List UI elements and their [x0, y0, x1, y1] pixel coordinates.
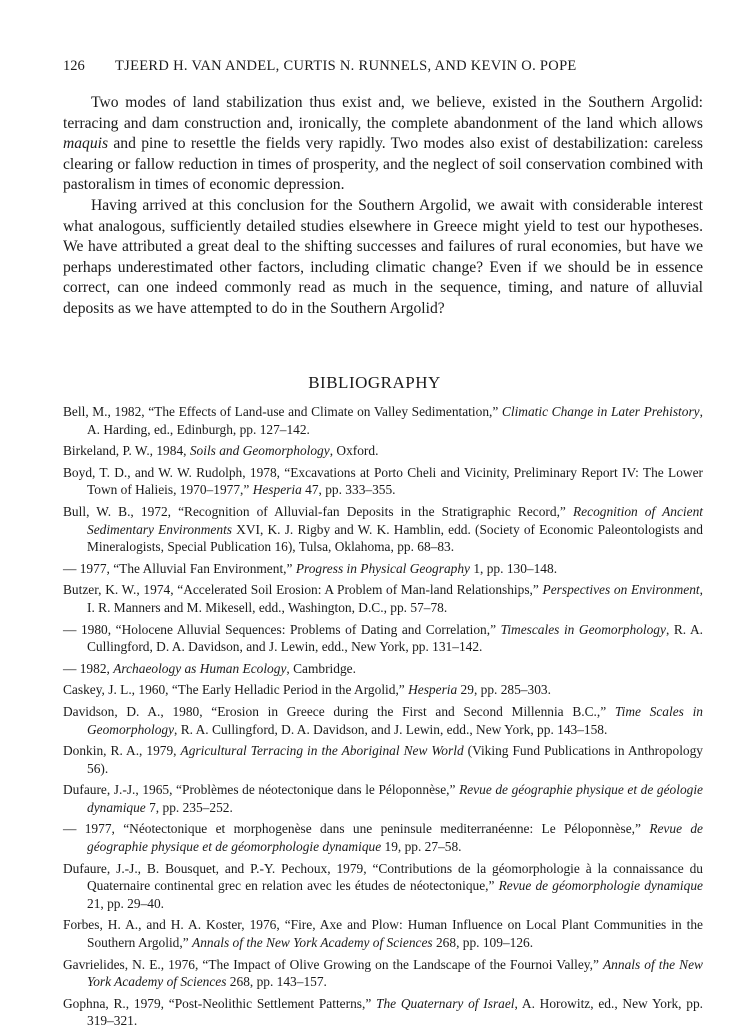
- bibliography-entry: Forbes, H. A., and H. A. Koster, 1976, “Fire, Axe and Plow: Human Influence on Local Plant Communities in the Southern Argolid,” Annals of the New York Academy of Sciences 268, pp. 109–126.: [63, 917, 703, 951]
- publication-title: Annals of the New York Academy of Sciences: [87, 956, 703, 990]
- emphasis: maquis: [63, 135, 109, 153]
- publication-title: Time Scales in Geomorphology: [87, 703, 703, 737]
- publication-title: Agricultural Terracing in the Aboriginal New World: [180, 743, 464, 759]
- paragraph: Having arrived at this conclusion for the Southern Argolid, we await with considerable interest what analogous, sufficiently detailed studies elsewhere in Greece might yield to test our hypotheses. We have attributed a great deal to the shifting successes and failures of rural economies, but have we perhaps underestimated other factors, including climatic change? Even if we should be in essence correct, can one indeed commonly read as much in the sequence, timing, and nature of alluvial deposits as we have attempted to do in the Southern Argolid?: [63, 196, 703, 317]
- page-number: 126: [63, 58, 85, 74]
- bibliography-entry: — 1977, “The Alluvial Fan Environment,” Progress in Physical Geography 1, pp. 130–148.: [63, 560, 558, 576]
- bibliography-entry: Gavrielides, N. E., 1976, “The Impact of Olive Growing on the Landscape of the Fournoi Valley,” Annals of the New York Academy of Sciences 268, pp. 143–157.: [63, 956, 703, 990]
- publication-title: Hesperia: [408, 682, 458, 698]
- body-text: [63, 93, 703, 320]
- bibliography-entry: Dufaure, J.-J., B. Bousquet, and P.-Y. Pechoux, 1979, “Contributions de la géomorphologie à la connaissance du Quaternaire continental grec en relation avec les études de néotectonique,” Revue de géomorphologie dynamique 21, pp. 29–40.: [63, 860, 703, 911]
- bibliography-entry: Bell, M., 1982, “The Effects of Land-use and Climate on Valley Sedimentation,” Climatic Change in Later Prehistory, A. Harding, ed., Edinburgh, pp. 127–142.: [63, 404, 703, 437]
- publication-title: Recognition of Ancient Sedimentary Environments: [87, 503, 703, 537]
- publication-title: Timescales in Geomorphology: [500, 621, 666, 637]
- publication-title: Annals of the New York Academy of Sciences: [192, 935, 433, 951]
- paragraph: Two modes of land stabilization thus exist and, we believe, existed in the Southern Argolid: terracing and dam construction and, ironically, the complete abandonment of the land which allows maquis and pine to resettle the fields very rapidly. Two modes also exist of destabilization: careless clearing or fallow reduction in times of prosperity, and the neglect of soil conservation combined with pastoralism in times of economic depression.: [63, 94, 703, 194]
- publication-title: Progress in Physical Geography: [295, 560, 470, 576]
- bibliography-entry: Bull, W. B., 1972, “Recognition of Alluvial-fan Deposits in the Stratigraphic Record,” Recognition of Ancient Sedimentary Environments XVI, K. J. Rigby and W. K. Hamblin, edd. (Society of Economic Paleontologists and Mineralogists, Special Publication 16), Tulsa, Oklahoma, pp. 68–83.: [63, 503, 703, 555]
- publication-title: Hesperia: [252, 482, 302, 498]
- bibliography-entry: Donkin, R. A., 1979, Agricultural Terracing in the Aboriginal New World (Viking Fund Publications in Anthropology 56).: [63, 743, 703, 776]
- bibliography-entry: Boyd, T. D., and W. W. Rudolph, 1978, “Excavations at Porto Cheli and Vicinity, Preliminary Report IV: The Lower Town of Halieis, 1970–1977,” Hesperia 47, pp. 333–355.: [63, 464, 703, 498]
- bibliography-entry: — 1980, “Holocene Alluvial Sequences: Problems of Dating and Correlation,” Timescales in Geomorphology, R. A. Cullingford, D. A. Davidson, and J. Lewin, edd., New York, pp. 131–142.: [63, 621, 703, 655]
- publication-title: Revue de géographie physique et de géomorphologie dynamique: [87, 821, 703, 855]
- bibliography-entry: Butzer, K. W., 1974, “Accelerated Soil Erosion: A Problem of Man-land Relationships,” Perspectives on Environment, I. R. Manners and M. Mikesell, edd., Washington, D.C., pp. 57–78.: [63, 582, 703, 615]
- publication-title: Revue de géographie physique et de géologie dynamique: [87, 782, 703, 815]
- publication-title: Perspectives on Environment: [542, 582, 700, 598]
- bibliography-entry: Dufaure, J.-J., 1965, “Problèmes de néotectonique dans le Péloponnèse,” Revue de géographie physique et de géologie dynamique 7, pp. 235–252.: [63, 782, 703, 815]
- bibliography-heading: BIBLIOGRAPHY: [308, 373, 441, 392]
- bibliography-entry: — 1977, “Néotectonique et morphogenèse dans une peninsule mediterranéenne: Le Péloponnèse,” Revue de géographie physique et de géomorphologie dynamique 19, pp. 27–58.: [63, 821, 703, 855]
- publication-title: The Quaternary of Israel: [376, 995, 515, 1011]
- publication-title: Revue de géomorphologie dynamique: [498, 878, 703, 894]
- publication-title: Soils and Geomorphology: [189, 443, 330, 459]
- bibliography-entry: — 1982, Archaeology as Human Ecology, Cambridge.: [63, 660, 356, 676]
- running-title: TJEERD H. VAN ANDEL, CURTIS N. RUNNELS, AND KEVIN O. POPE: [115, 58, 577, 74]
- publication-title: Archaeology as Human Ecology: [113, 660, 287, 676]
- bibliography-entry: Davidson, D. A., 1980, “Erosion in Greece during the First and Second Millennia B.C.,” Time Scales in Geomorphology, R. A. Cullingford, D. A. Davidson, and J. Lewin, edd., New York, pp. 143–158.: [63, 703, 703, 737]
- bibliography-entry: Caskey, J. L., 1960, “The Early Helladic Period in the Argolid,” Hesperia 29, pp. 285–303.: [63, 682, 551, 698]
- bibliography-entry: Birkeland, P. W., 1984, Soils and Geomorphology, Oxford.: [63, 443, 379, 459]
- bibliography-entry: Gophna, R., 1979, “Post-Neolithic Settlement Patterns,” The Quaternary of Israel, A. Horowitz, ed., New York, pp. 319–321.: [63, 995, 703, 1029]
- running-header: [63, 58, 703, 75]
- publication-title: Climatic Change in Later Prehistory: [501, 404, 700, 419]
- bibliography-list: [63, 403, 703, 1034]
